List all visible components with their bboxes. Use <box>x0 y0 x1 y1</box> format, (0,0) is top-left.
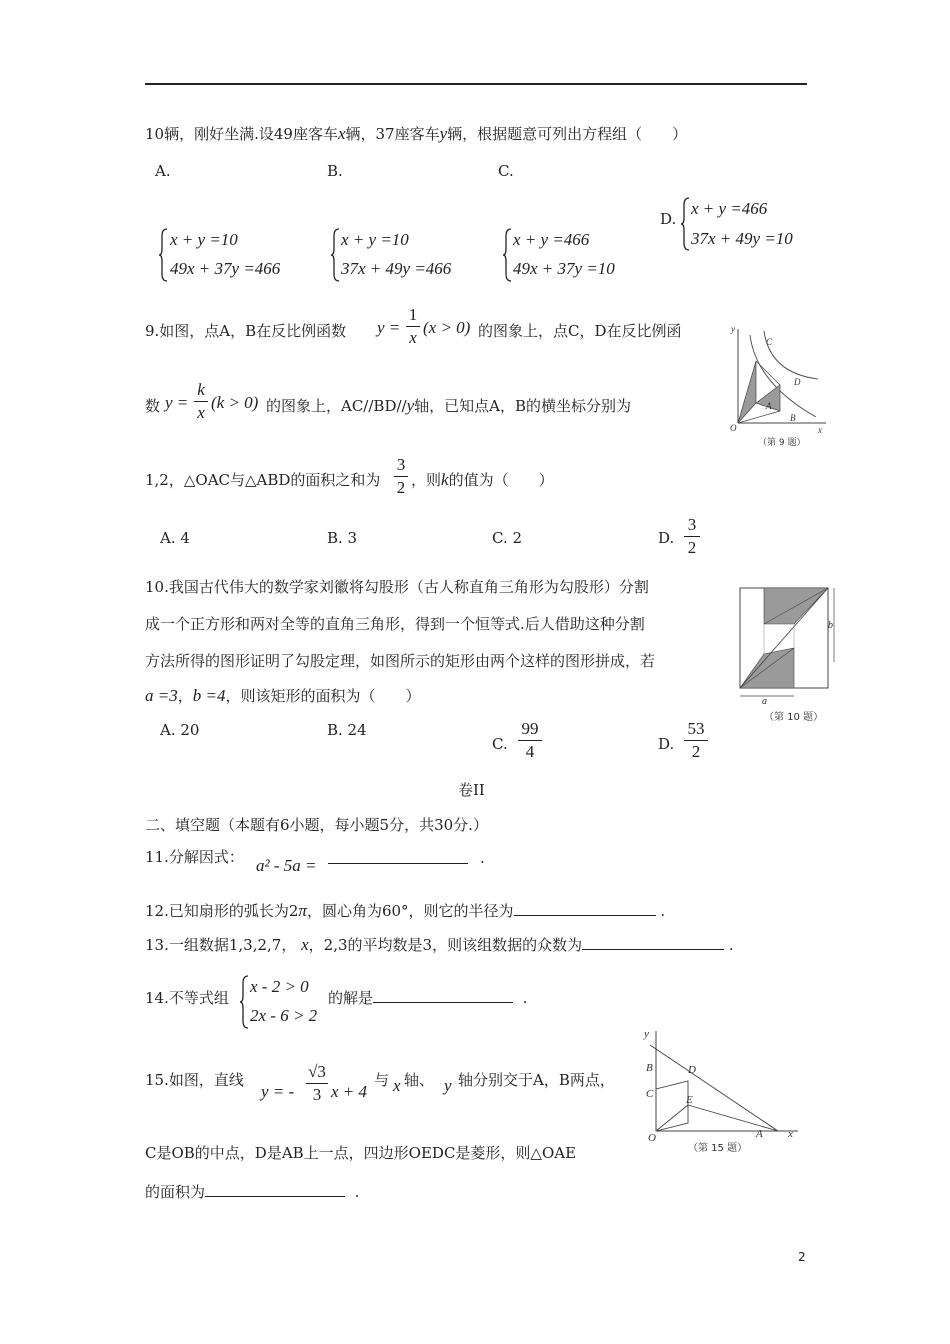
q15-label-d: D <box>688 1064 696 1076</box>
q10-opt-c-num: 99 <box>521 719 539 738</box>
q8-system-a <box>158 228 168 286</box>
q14-eq1: x - 2 > 0 <box>250 977 309 996</box>
q9-func1-frac <box>406 305 420 348</box>
q15-line3-text: 的面积为 <box>145 1183 206 1201</box>
q10-opt-d-label: D. <box>658 735 675 753</box>
q13-line <box>145 934 734 955</box>
q9-caption: （第 9 题） <box>758 438 806 448</box>
q9-line3-b <box>411 469 554 490</box>
q9-label-o: O <box>730 423 737 433</box>
q9-opt-d-bar <box>684 536 700 537</box>
q8-opt-b-label: B. <box>327 162 343 180</box>
q15-side-ea <box>688 1105 778 1131</box>
q11-expr: a² - 5a = <box>256 856 317 875</box>
q9-sum-num: 3 <box>396 455 406 474</box>
q14-eq2: 2x - 6 > 2 <box>250 1006 318 1025</box>
q8-system-c <box>502 228 512 286</box>
q9-triangle-oac <box>738 361 756 423</box>
q15-text-a: 15.如图，直线 <box>145 1071 244 1089</box>
q9-curve-2 <box>764 331 818 379</box>
q9-opt-d-den: 2 <box>687 538 697 557</box>
q9-opt-b: B. 3 <box>327 529 358 547</box>
q9-line-cd <box>756 361 780 385</box>
q13-blank[interactable] <box>582 935 724 950</box>
q15-text-c: 轴、 <box>404 1071 435 1089</box>
q15-func-num: √3 <box>308 1062 326 1081</box>
brace-b-icon <box>330 228 340 282</box>
section-2-heading: 二、填空题（本题有6小题，每小题5分，共30分.） <box>145 816 488 834</box>
q8-b-eq1: x + y =10 <box>341 230 409 249</box>
q9-sum-bar <box>394 476 408 477</box>
q13-end: . <box>728 936 734 954</box>
q12-end: . <box>660 902 666 920</box>
q15-func-frac <box>306 1062 328 1105</box>
q10-line3: 方法所得的图形证明了勾股定理，如图所示的矩形由两个这样的图形拼成，若 <box>145 652 656 670</box>
q15-label-x: x <box>788 1128 793 1140</box>
q8-a-eq2: 49x + 37y =466 <box>170 259 281 278</box>
q15-label-b: B <box>646 1062 653 1074</box>
q13-x: x <box>301 935 309 954</box>
q11-blank[interactable] <box>328 849 468 864</box>
q15-figure <box>642 1027 802 1155</box>
q15-blank[interactable] <box>205 1182 345 1197</box>
q9-func1-bar <box>406 326 420 327</box>
q15-caption: （第 15 题） <box>688 1143 748 1154</box>
q9-label-d: D <box>794 377 801 387</box>
q10-opt-c-den: 4 <box>525 742 535 761</box>
q9-func1-cond: (x > 0) <box>423 318 471 337</box>
q9-line3-k: k <box>441 470 449 489</box>
page-number: 2 <box>798 1250 806 1264</box>
q9-func1: y = <box>377 318 401 337</box>
q9-sum-frac <box>394 455 408 498</box>
q14-blank[interactable] <box>373 988 513 1003</box>
q9-line1-b: 的图象上，点C，D在反比例函 <box>478 322 682 340</box>
q10-figure <box>734 584 842 726</box>
q10-line4-b: b =4 <box>192 686 226 705</box>
q9-func2-num: k <box>197 380 205 399</box>
q14-end: . <box>522 989 528 1007</box>
q10-line4 <box>145 685 421 706</box>
q9-line2-c: 轴，已知点A，B的横坐标分别为 <box>414 397 631 415</box>
q15-label-c: C <box>646 1088 654 1100</box>
q8-y-var: y <box>439 124 448 143</box>
q12-blank[interactable] <box>514 901 656 916</box>
q15-label-o: O <box>648 1132 656 1144</box>
q8-d-eq1: x + y =466 <box>691 199 768 218</box>
q15-label-a: A <box>756 1128 763 1140</box>
q15-y: y <box>444 1076 452 1095</box>
q9-func2-frac <box>194 380 208 423</box>
q8-stem-c: 辆，根据题意可列出方程组（ ） <box>447 125 688 143</box>
q10-opt-c-bar <box>518 740 542 741</box>
q15-func-rhs: x + 4 <box>331 1082 368 1101</box>
q10-opt-d-frac <box>684 719 708 762</box>
q8-system-b <box>330 228 340 286</box>
q10-opt-d-den: 2 <box>691 742 701 761</box>
q9-label-c: C <box>766 337 773 347</box>
q9-line3-b-text: ，则 <box>411 471 442 489</box>
q15-func-den: 3 <box>312 1085 322 1104</box>
q10-line2: 成一个正方形和两对全等的直角三角形，得到一个恒等式.后人借助这种分割 <box>145 615 645 633</box>
q9-func2-bar <box>194 401 208 402</box>
q15-line3 <box>145 1181 359 1202</box>
q9-line2-y: y <box>406 396 415 415</box>
q10-line4-a: a =3 <box>145 686 178 705</box>
q10-line1: 10.我国古代伟大的数学家刘徽将勾股形（古人称直角三角形为勾股形）分割 <box>145 578 649 596</box>
q15-text-b: 与 <box>374 1071 390 1089</box>
q9-func2-cond: (k > 0) <box>211 393 259 412</box>
q9-line3-c: 的值为（ ） <box>448 471 554 489</box>
q15-func-bar <box>306 1083 328 1084</box>
q9-line2-a: 数 <box>145 397 161 415</box>
q15-end: . <box>354 1183 360 1201</box>
q10-label-b: b <box>828 620 833 631</box>
q8-opt-a-label: A. <box>155 162 171 180</box>
q12-text-b: ，圆心角为60°，则它的半径为 <box>306 902 514 920</box>
q15-label-e: E <box>686 1094 693 1106</box>
q9-opt-a: A. 4 <box>160 529 190 547</box>
q9-line2-b-text: 的图象上，AC//BD// <box>266 397 407 415</box>
q9-func2: y = <box>165 393 189 412</box>
q8-b-eq2: 37x + 49y =466 <box>341 259 452 278</box>
q15-line-ab <box>650 1045 778 1131</box>
q12-pi: π <box>298 901 307 920</box>
q8-d-eq2: 37x + 49y =10 <box>691 229 793 248</box>
q10-opt-c-label: C. <box>492 735 508 753</box>
q9-opt-d-frac <box>684 515 700 558</box>
q9-label-x: x <box>818 425 822 435</box>
q11-end: . <box>480 849 485 867</box>
q10-opt-b: B. 24 <box>327 721 367 739</box>
q9-curve-1 <box>750 335 816 417</box>
q12-text-a: 12.已知扇形的弧长为2 <box>145 902 299 920</box>
q8-stem <box>145 123 687 144</box>
q12-line <box>145 900 665 921</box>
q9-figure <box>726 323 830 449</box>
q15-label-y: y <box>644 1028 649 1040</box>
q9-label-y: y <box>731 324 735 334</box>
q10-caption: （第 10 题） <box>764 712 824 723</box>
q10-opt-c-frac <box>518 719 542 762</box>
q9-line2-b <box>266 395 631 416</box>
q8-opt-d-label: D. <box>660 210 677 228</box>
q8-system-d <box>680 197 690 255</box>
q13-text-b: ，2,3的平均数是3，则该组数据的众数为 <box>308 936 583 954</box>
q10-label-a: a <box>762 696 767 707</box>
q8-a-eq1: x + y =10 <box>170 230 238 249</box>
q15-rhombus-oedc <box>656 1081 688 1131</box>
q15-x: x <box>393 1076 401 1095</box>
q9-label-b: B <box>790 413 796 423</box>
q8-c-eq2: 49x + 37y =10 <box>513 259 615 278</box>
q11-text: 11.分解因式： <box>145 848 244 866</box>
q9-opt-d-label: D. <box>658 529 675 547</box>
q14-brace-icon <box>239 975 249 1029</box>
q10-opt-d-num: 53 <box>687 719 705 738</box>
q9-opt-c: C. 2 <box>492 529 523 547</box>
q14-text-b: 的解是 <box>328 989 374 1007</box>
brace-a-icon <box>158 228 168 282</box>
header-rule <box>145 83 807 85</box>
volume-2-title: 卷II <box>458 781 485 799</box>
q14-system <box>239 975 249 1033</box>
q9-opt-d-num: 3 <box>687 515 697 534</box>
q11-answer-blank[interactable] <box>328 849 468 868</box>
q9-func2-den: x <box>197 403 205 422</box>
q9-line1-a: 9.如图，点A，B在反比例函数 <box>145 322 347 340</box>
q8-stem-a: 10辆，刚好坐满.设49座客车 <box>145 125 338 143</box>
q8-c-eq1: x + y =466 <box>513 230 590 249</box>
q10-opt-a: A. 20 <box>160 721 200 739</box>
brace-c-icon <box>502 228 512 282</box>
q14-text-a: 14.不等式组 <box>145 989 229 1007</box>
q10-line4-sep: ， <box>177 687 193 705</box>
q9-func1-num: 1 <box>408 305 418 324</box>
q9-sum-den: 2 <box>396 478 406 497</box>
q9-line3-a: 1,2，△OAC与△ABD的面积之和为 <box>145 471 381 489</box>
q10-line4-c: ，则该矩形的面积为（ ） <box>225 687 421 705</box>
q13-text-a: 13.一组数据1,3,2,7， <box>145 936 297 954</box>
brace-d-icon <box>680 197 690 251</box>
q15-func-lhs: y = - <box>261 1082 295 1101</box>
q9-func1-den: x <box>409 328 417 347</box>
q8-x-var: x <box>337 124 346 143</box>
q9-label-a: A <box>766 401 772 411</box>
q10-opt-d-bar <box>684 740 708 741</box>
q14-rest <box>328 987 527 1008</box>
q8-opt-c-label: C. <box>498 162 514 180</box>
q8-stem-b: 辆，37座客车 <box>345 125 440 143</box>
q15-line2: C是OB的中点，D是AB上一点，四边形OEDC是菱形，则△OAE <box>145 1144 577 1162</box>
q15-text-d: 轴分别交于A，B两点， <box>458 1071 615 1089</box>
